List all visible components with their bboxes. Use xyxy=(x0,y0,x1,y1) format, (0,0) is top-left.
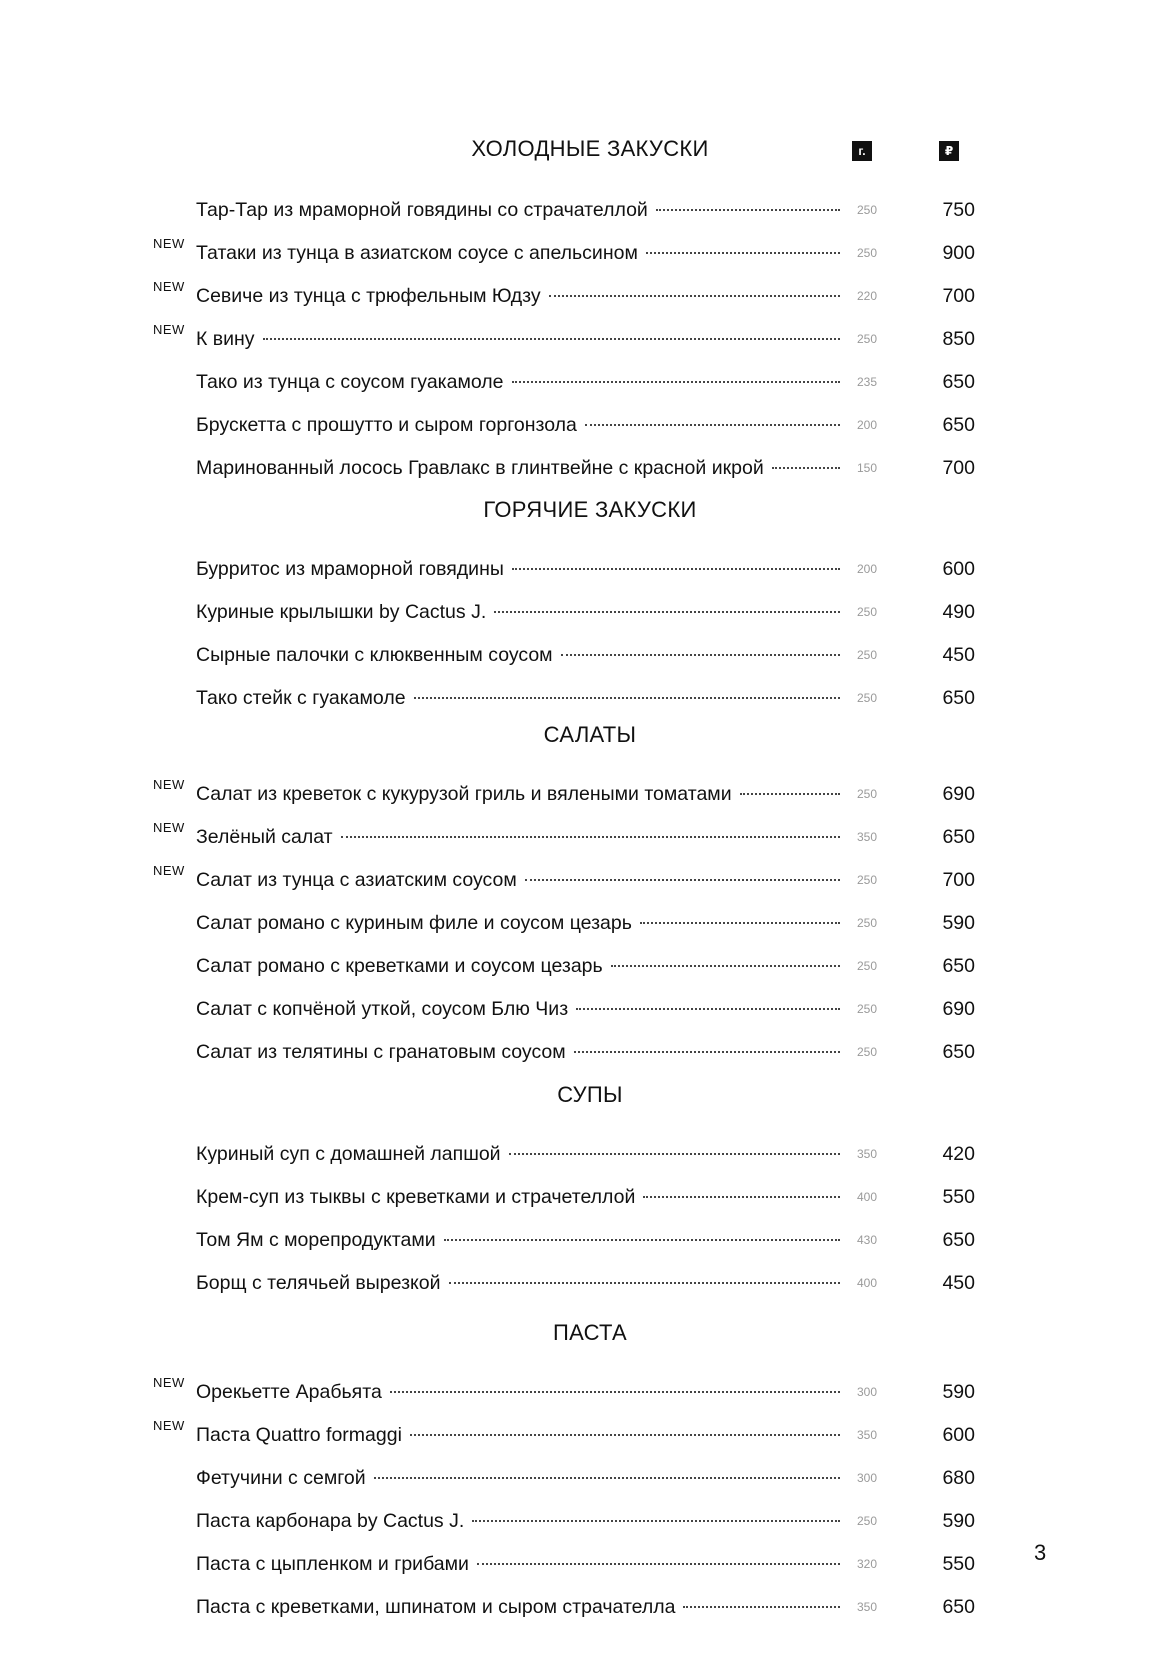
dot-leader xyxy=(643,1194,840,1198)
dish-line xyxy=(196,1039,840,1065)
dish-price: 450 xyxy=(942,644,975,666)
dish-name: Сырные палочки с клюквенным соусом xyxy=(196,644,553,666)
dot-leader xyxy=(585,422,840,426)
dish-name: Салат из тунца с азиатским соусом xyxy=(196,869,517,891)
dish-price: 850 xyxy=(942,328,975,350)
menu-item xyxy=(0,1508,1166,1536)
dish-price: 650 xyxy=(942,1041,975,1063)
dot-leader xyxy=(449,1280,840,1284)
dish-weight: 250 xyxy=(856,1002,878,1016)
menu-item xyxy=(0,412,1166,440)
menu-item xyxy=(0,863,1166,895)
dish-line xyxy=(196,283,840,309)
dot-leader xyxy=(574,1049,840,1053)
new-badge: NEW xyxy=(153,236,185,251)
dot-leader xyxy=(561,652,840,656)
dish-weight: 150 xyxy=(856,461,878,475)
dot-leader xyxy=(414,695,840,699)
dish-name: Брускетта с прошутто и сыром горгонзола xyxy=(196,414,577,436)
dish-name: Крем-суп из тыквы с креветками и страчетеллой xyxy=(196,1186,636,1208)
dish-name: Севиче из тунца с трюфельным Юдзу xyxy=(196,285,541,307)
menu-item xyxy=(0,996,1166,1024)
dish-line xyxy=(196,910,840,936)
new-badge: NEW xyxy=(153,322,185,337)
dot-leader xyxy=(472,1518,840,1522)
dish-line xyxy=(196,197,840,223)
dot-leader xyxy=(341,834,840,838)
section-title: САЛАТЫ xyxy=(543,722,637,747)
menu-item xyxy=(0,1141,1166,1169)
dot-leader xyxy=(740,791,840,795)
dish-weight: 300 xyxy=(856,1385,878,1399)
dish-weight: 250 xyxy=(856,691,878,705)
dish-name: Фетучини с семгой xyxy=(196,1467,366,1489)
dish-line xyxy=(196,1465,840,1491)
dish-line xyxy=(196,1551,840,1577)
section-title: ПАСТА xyxy=(552,1320,628,1345)
new-badge: NEW xyxy=(153,1375,185,1390)
dot-leader xyxy=(646,250,840,254)
dot-leader xyxy=(549,293,840,297)
dish-weight: 400 xyxy=(856,1190,878,1204)
dish-line xyxy=(196,867,840,893)
dish-weight: 350 xyxy=(856,1600,878,1614)
menu-item xyxy=(0,820,1166,852)
dot-leader xyxy=(263,336,840,340)
dish-line xyxy=(196,1141,840,1167)
dish-line xyxy=(196,642,840,668)
dish-line xyxy=(196,824,840,850)
dish-weight: 430 xyxy=(856,1233,878,1247)
dish-price: 650 xyxy=(942,371,975,393)
dish-weight: 400 xyxy=(856,1276,878,1290)
dish-weight: 200 xyxy=(856,418,878,432)
menu-item xyxy=(0,599,1166,627)
dish-weight: 250 xyxy=(856,332,878,346)
dish-name: Тако стейк с гуакамоле xyxy=(196,687,406,709)
dish-line xyxy=(196,1270,840,1296)
dot-leader xyxy=(477,1561,840,1565)
dish-name: Салат романо с креветками и соусом цезарь xyxy=(196,955,603,977)
section-title: ХОЛОДНЫЕ ЗАКУСКИ xyxy=(471,136,709,161)
section-title: СУПЫ xyxy=(557,1082,623,1107)
weight-unit-badge: г. xyxy=(852,141,872,161)
dish-price: 650 xyxy=(942,1596,975,1618)
menu-item xyxy=(0,1551,1166,1579)
dish-price: 700 xyxy=(942,457,975,479)
dish-line xyxy=(196,455,840,481)
section-title: ГОРЯЧИЕ ЗАКУСКИ xyxy=(483,497,697,522)
dish-name: Бурритос из мраморной говядины xyxy=(196,558,504,580)
dish-name: Паста с цыпленком и грибами xyxy=(196,1553,469,1575)
dish-weight: 350 xyxy=(856,830,878,844)
menu-item xyxy=(0,455,1166,483)
dish-line xyxy=(196,412,840,438)
new-badge: NEW xyxy=(153,820,185,835)
dish-name: Салат с копчёной уткой, соусом Блю Чиз xyxy=(196,998,569,1020)
new-badge: NEW xyxy=(153,863,185,878)
dot-leader xyxy=(525,877,840,881)
dish-name: Салат из телятины с гранатовым соусом xyxy=(196,1041,566,1063)
dish-price: 650 xyxy=(942,414,975,436)
dot-leader xyxy=(512,379,840,383)
menu-item xyxy=(0,1270,1166,1298)
dish-line xyxy=(196,240,840,266)
dish-weight: 250 xyxy=(856,605,878,619)
menu-item xyxy=(0,910,1166,938)
menu-item xyxy=(0,236,1166,268)
dish-line xyxy=(196,996,840,1022)
dot-leader xyxy=(494,609,840,613)
menu-item xyxy=(0,777,1166,809)
dish-price: 590 xyxy=(942,912,975,934)
dot-leader xyxy=(611,963,840,967)
new-badge: NEW xyxy=(153,1418,185,1433)
menu-item xyxy=(0,642,1166,670)
dish-name: Паста Quattro formaggi xyxy=(196,1424,402,1446)
dish-line xyxy=(196,1594,840,1620)
menu-item xyxy=(0,322,1166,354)
dish-line xyxy=(196,953,840,979)
dish-line xyxy=(196,685,840,711)
dish-line xyxy=(196,1227,840,1253)
dish-price: 690 xyxy=(942,783,975,805)
menu-item xyxy=(0,197,1166,225)
dot-leader xyxy=(444,1237,840,1241)
dish-name: Маринованный лосось Гравлакс в глинтвейне с красной икрой xyxy=(196,457,764,479)
dish-weight: 250 xyxy=(856,1514,878,1528)
dish-name: К вину xyxy=(196,328,255,350)
dish-weight: 250 xyxy=(856,1045,878,1059)
dish-line xyxy=(196,556,840,582)
dot-leader xyxy=(640,920,840,924)
dish-name: Зелёный салат xyxy=(196,826,333,848)
dish-price: 700 xyxy=(942,285,975,307)
dish-line xyxy=(196,599,840,625)
dish-weight: 350 xyxy=(856,1428,878,1442)
menu-item xyxy=(0,556,1166,584)
dish-price: 450 xyxy=(942,1272,975,1294)
dish-weight: 250 xyxy=(856,246,878,260)
dish-line xyxy=(196,781,840,807)
dish-price: 690 xyxy=(942,998,975,1020)
menu-item xyxy=(0,369,1166,397)
dot-leader xyxy=(576,1006,840,1010)
menu-item xyxy=(0,1375,1166,1407)
dish-name: Том Ям с морепродуктами xyxy=(196,1229,436,1251)
dot-leader xyxy=(772,465,840,469)
dish-weight: 200 xyxy=(856,562,878,576)
page-number: 3 xyxy=(1034,1540,1047,1565)
dish-weight: 250 xyxy=(856,916,878,930)
dish-line xyxy=(196,1508,840,1534)
dish-line xyxy=(196,1379,840,1405)
dish-price: 650 xyxy=(942,826,975,848)
dish-name: Орекьетте Арабьята xyxy=(196,1381,382,1403)
dish-weight: 250 xyxy=(856,959,878,973)
dish-name: Паста карбонара by Cactus J. xyxy=(196,1510,465,1532)
dish-price: 600 xyxy=(942,558,975,580)
dish-price: 650 xyxy=(942,687,975,709)
dish-weight: 320 xyxy=(856,1557,878,1571)
menu-item xyxy=(0,953,1166,981)
dish-weight: 235 xyxy=(856,375,878,389)
dish-name: Татаки из тунца в азиатском соусе с апельсином xyxy=(196,242,638,264)
dot-leader xyxy=(683,1604,840,1608)
dish-name: Тар-Тар из мраморной говядины со страчателлой xyxy=(196,199,648,221)
dot-leader xyxy=(509,1151,840,1155)
dish-weight: 250 xyxy=(856,873,878,887)
dish-line xyxy=(196,1422,840,1448)
dish-price: 550 xyxy=(942,1186,975,1208)
dot-leader xyxy=(374,1475,840,1479)
dot-leader xyxy=(656,207,840,211)
menu-item xyxy=(0,1418,1166,1450)
new-badge: NEW xyxy=(153,777,185,792)
dish-line xyxy=(196,326,840,352)
dish-name: Борщ с телячьей вырезкой xyxy=(196,1272,441,1294)
dish-name: Салат из креветок с кукурузой гриль и вялеными томатами xyxy=(196,783,732,805)
dish-name: Тако из тунца с соусом гуакамоле xyxy=(196,371,504,393)
dish-price: 600 xyxy=(942,1424,975,1446)
dish-price: 900 xyxy=(942,242,975,264)
dish-price: 650 xyxy=(942,1229,975,1251)
dish-price: 700 xyxy=(942,869,975,891)
dish-weight: 350 xyxy=(856,1147,878,1161)
dish-price: 750 xyxy=(942,199,975,221)
dish-name: Паста с креветками, шпинатом и сыром страчателла xyxy=(196,1596,676,1618)
dish-line xyxy=(196,1184,840,1210)
menu-item xyxy=(0,1227,1166,1255)
dish-price: 650 xyxy=(942,955,975,977)
menu-item xyxy=(0,1184,1166,1212)
dish-name: Салат романо с куриным филе и соусом цезарь xyxy=(196,912,632,934)
dish-price: 680 xyxy=(942,1467,975,1489)
dish-weight: 250 xyxy=(856,787,878,801)
dish-name: Куриные крылышки by Cactus J. xyxy=(196,601,487,623)
menu-item xyxy=(0,279,1166,311)
menu-item xyxy=(0,1594,1166,1622)
dish-weight: 250 xyxy=(856,203,878,217)
dish-weight: 250 xyxy=(856,648,878,662)
dish-weight: 220 xyxy=(856,289,878,303)
dish-price: 490 xyxy=(942,601,975,623)
dish-price: 420 xyxy=(942,1143,975,1165)
dish-price: 550 xyxy=(942,1553,975,1575)
menu-item xyxy=(0,1039,1166,1067)
dot-leader xyxy=(512,566,840,570)
menu-item xyxy=(0,1465,1166,1493)
dish-name: Куриный суп с домашней лапшой xyxy=(196,1143,501,1165)
dot-leader xyxy=(390,1389,840,1393)
menu-item xyxy=(0,685,1166,713)
dish-weight: 300 xyxy=(856,1471,878,1485)
dish-line xyxy=(196,369,840,395)
dish-price: 590 xyxy=(942,1381,975,1403)
dot-leader xyxy=(410,1432,840,1436)
dish-price: 590 xyxy=(942,1510,975,1532)
new-badge: NEW xyxy=(153,279,185,294)
currency-badge: ₽ xyxy=(939,141,959,161)
